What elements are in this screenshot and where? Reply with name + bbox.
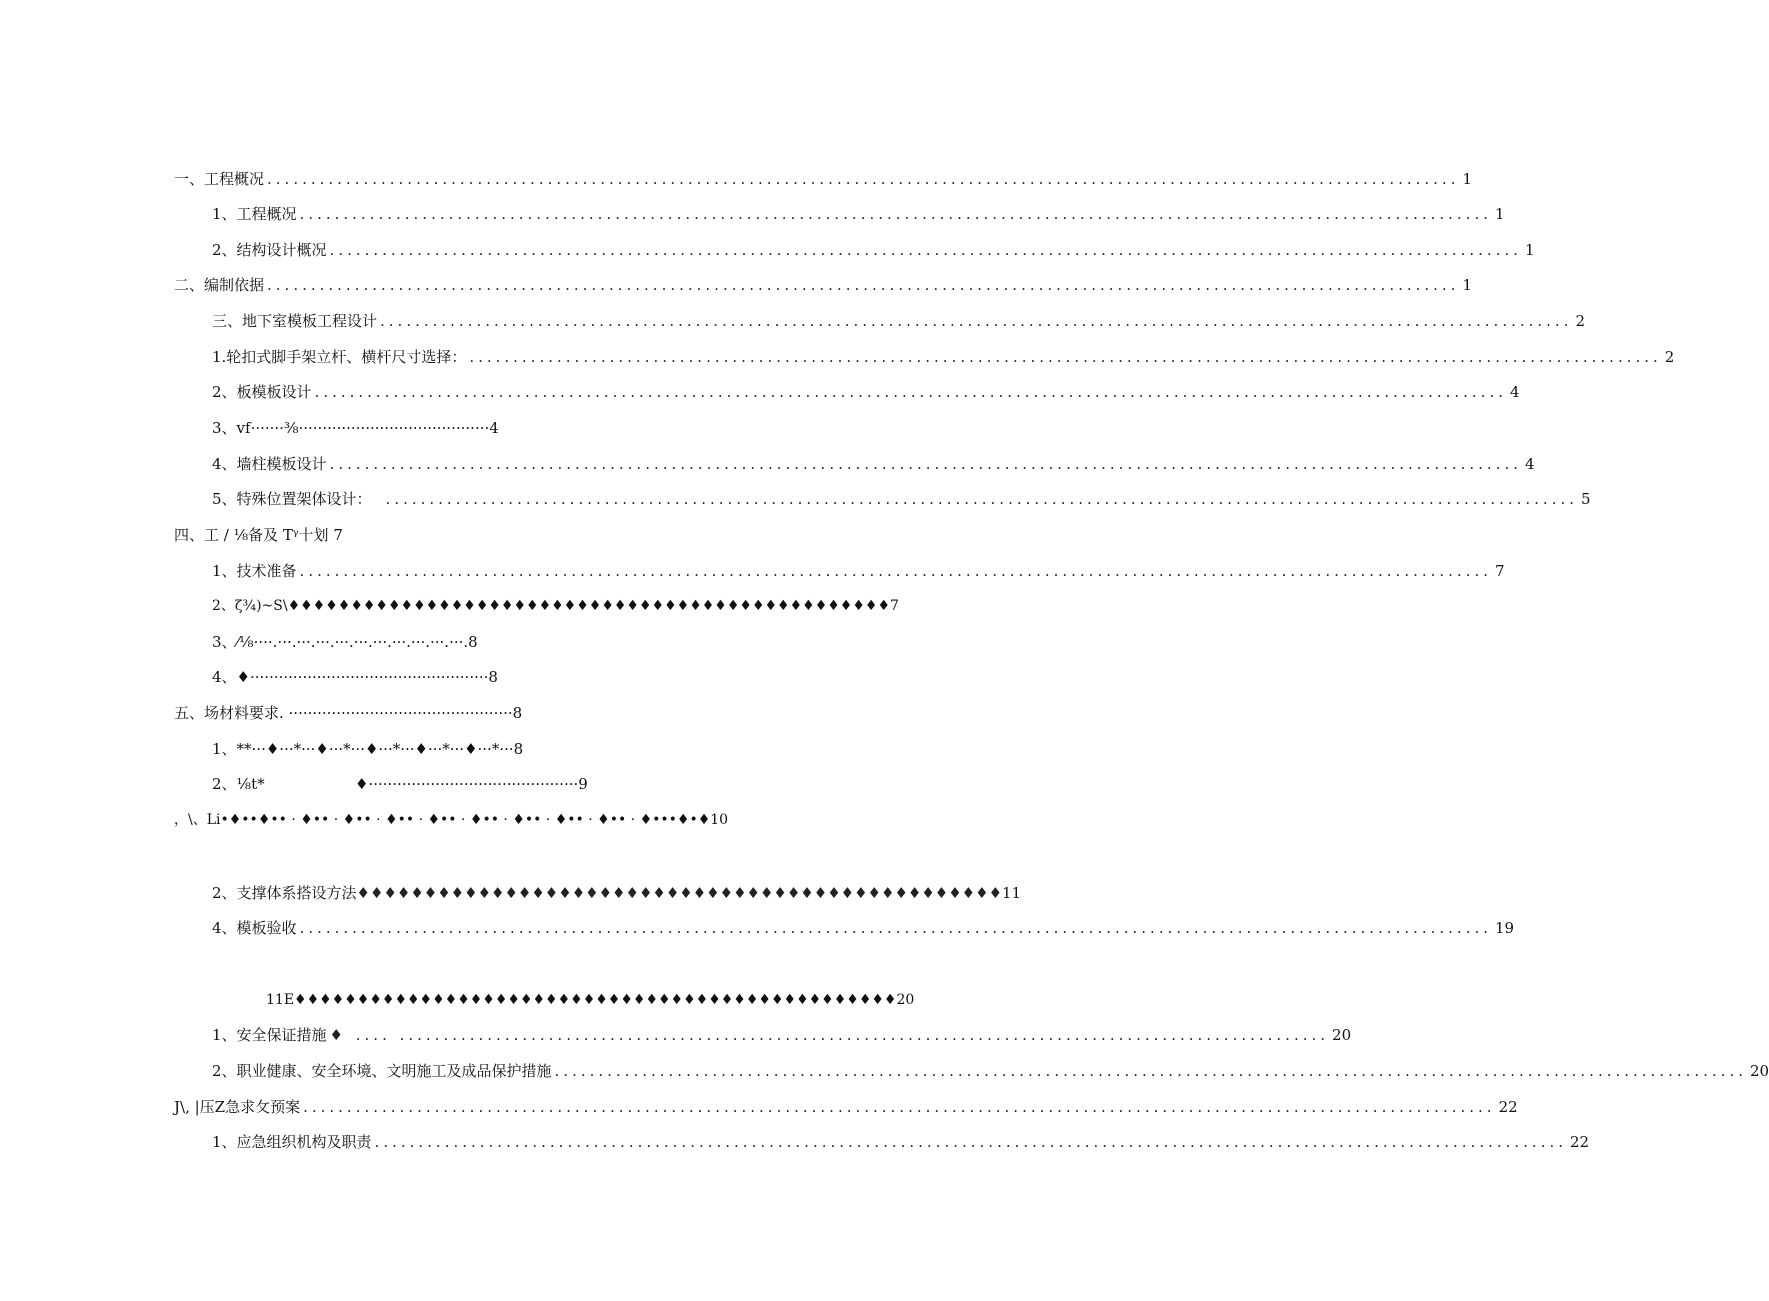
- toc-page-number: 20: [1750, 1062, 1769, 1080]
- dot-leader: ........................................................................................................................................: [380, 312, 1573, 330]
- toc-entry[interactable]: [212, 382, 1520, 402]
- toc-label: 1、安全保证措施: [212, 1026, 327, 1044]
- toc-entry-garbled: 11E♦♦♦♦♦♦♦♦♦♦♦♦♦♦♦♦♦♦♦♦♦♦♦♦♦♦♦♦♦♦♦♦♦♦♦♦♦♦♦♦♦♦♦♦♦♦♦♦20: [266, 992, 915, 1008]
- toc-page-number: 1: [1462, 276, 1473, 294]
- toc-entry[interactable]: [212, 489, 1591, 509]
- toc-label: 2、板模板设计: [212, 383, 312, 401]
- toc-entry[interactable]: [212, 1061, 1769, 1081]
- dot-leader: ........................................................................................................................................: [374, 1133, 1568, 1151]
- toc-page-number: 19: [1495, 919, 1515, 937]
- diamond-leader: ♦♦♦♦♦♦♦♦♦♦♦♦♦♦♦♦♦♦♦♦♦♦♦♦♦♦♦♦♦♦♦♦♦♦♦♦♦♦♦♦♦♦♦♦♦♦♦♦: [356, 884, 1003, 902]
- dot-leader: ........................................................................................................................................: [299, 205, 1493, 223]
- toc-entry-garbled: ，\、Li•♦••♦•• · ♦•• · ♦•• · ♦•• · ♦•• · ♦•• · ♦•• · ♦•• · ♦•• · ♦•••♦•♦10: [174, 812, 729, 828]
- toc-label: 1、工程概况: [212, 205, 297, 223]
- toc-page-number: 4: [1525, 455, 1535, 473]
- toc-page-number: 20: [1332, 1026, 1352, 1044]
- toc-page-number: 1: [1495, 205, 1505, 223]
- dot-leader: ........................................................................................................................................: [267, 276, 1460, 294]
- toc-entry[interactable]: [212, 883, 1022, 903]
- toc-entry[interactable]: [212, 311, 1586, 331]
- toc-entry-garbled: ♦············································9: [355, 775, 588, 793]
- toc-entry-garbled: 四、工 / ⅛备及 Tᵞ十划 7: [174, 526, 343, 544]
- toc-page-number: 22: [1498, 1098, 1518, 1116]
- toc-label: 5、特殊位置架体设计：: [212, 490, 372, 508]
- toc-page-number: 22: [1570, 1133, 1590, 1151]
- toc-page-number: 1: [1462, 170, 1473, 188]
- toc-entry[interactable]: [212, 454, 1535, 474]
- dot-leader: ........................................................................................................................................: [303, 1098, 1496, 1116]
- toc-entry[interactable]: [212, 1132, 1590, 1152]
- dot-leader: ........................................................................................................................................: [329, 455, 1523, 473]
- toc-label: 二、编制依据: [174, 276, 265, 294]
- dot-leader: ........................................................................................................................................: [299, 562, 1493, 580]
- dot-leader: ........................................................................................................................................: [554, 1062, 1748, 1080]
- toc-entry[interactable]: [212, 1025, 1352, 1045]
- dot-leader: ........................................................................................................................................: [299, 919, 1493, 937]
- toc-page-number: 2: [1664, 348, 1675, 366]
- toc-label: 2、结构设计概况: [212, 241, 327, 259]
- dot-leader: ........................................................................................................................................: [314, 383, 1508, 401]
- toc-entry[interactable]: [174, 169, 1473, 189]
- dot-leader: ........................................................................................................................................: [267, 170, 1460, 188]
- toc-page-number: 11: [1002, 884, 1022, 902]
- toc-entry-garbled: 3、⁄⅛····.···.···.···.···.···.···.···.···.···.···.8: [212, 633, 478, 651]
- toc-entry-garbled: 五、场材料要求. ···············································8: [174, 704, 523, 722]
- toc-label: 一、工程概况: [174, 170, 265, 188]
- toc-entry-garbled: 2、⅛t*: [212, 775, 265, 793]
- toc-entry-garbled: 4、♦··················································8: [212, 668, 498, 686]
- dot-leader: ♦ .... ..........................................................................................................: [329, 1026, 1330, 1044]
- toc-entry[interactable]: [212, 561, 1505, 581]
- dot-leader: ........................................................................................................................................: [385, 490, 1579, 508]
- toc-page-number: 4: [1510, 383, 1520, 401]
- toc-page-number: 2: [1575, 312, 1586, 330]
- toc-label: 1、应急组织机构及职责: [212, 1133, 372, 1151]
- toc-entry[interactable]: [212, 204, 1505, 224]
- toc-label: 三、地下室模板工程设计: [212, 312, 378, 330]
- toc-label: 4、墙柱模板设计: [212, 455, 327, 473]
- toc-entry[interactable]: [212, 347, 1675, 367]
- toc-label: 1、技术准备: [212, 562, 297, 580]
- toc-label: 2、支撑体系搭设方法: [212, 884, 357, 902]
- toc-entry[interactable]: [212, 918, 1515, 938]
- toc-entry-garbled: 1、**···♦···*···♦···*···♦···*···♦···*···♦···*···8: [212, 740, 524, 758]
- toc-label: 2、职业健康、安全环境、文明施工及成品保护措施: [212, 1062, 552, 1080]
- toc-page-number: 1: [1525, 241, 1535, 259]
- toc-page-number: 5: [1581, 490, 1591, 508]
- toc-entry-garbled: 2、ζ¾)~S\♦♦♦♦♦♦♦♦♦♦♦♦♦♦♦♦♦♦♦♦♦♦♦♦♦♦♦♦♦♦♦♦♦♦♦♦♦♦♦♦♦♦♦♦♦♦♦♦7: [212, 598, 899, 614]
- toc-entry[interactable]: [174, 1097, 1518, 1117]
- toc-entry-garbled: 3、vf·······⅜········································4: [212, 419, 499, 437]
- dot-leader: ........................................................................................................................................: [469, 348, 1662, 366]
- toc-label: 1.轮扣式脚手架立杆、横杆尺寸选择：: [212, 348, 467, 366]
- toc-label: J\, |压Z急求攵预案: [174, 1098, 301, 1116]
- toc-label: 4、模板验收: [212, 919, 297, 937]
- dot-leader: ........................................................................................................................................: [329, 241, 1523, 259]
- toc-entry[interactable]: [174, 275, 1473, 295]
- toc-entry[interactable]: [212, 240, 1535, 260]
- toc-page-number: 7: [1495, 562, 1505, 580]
